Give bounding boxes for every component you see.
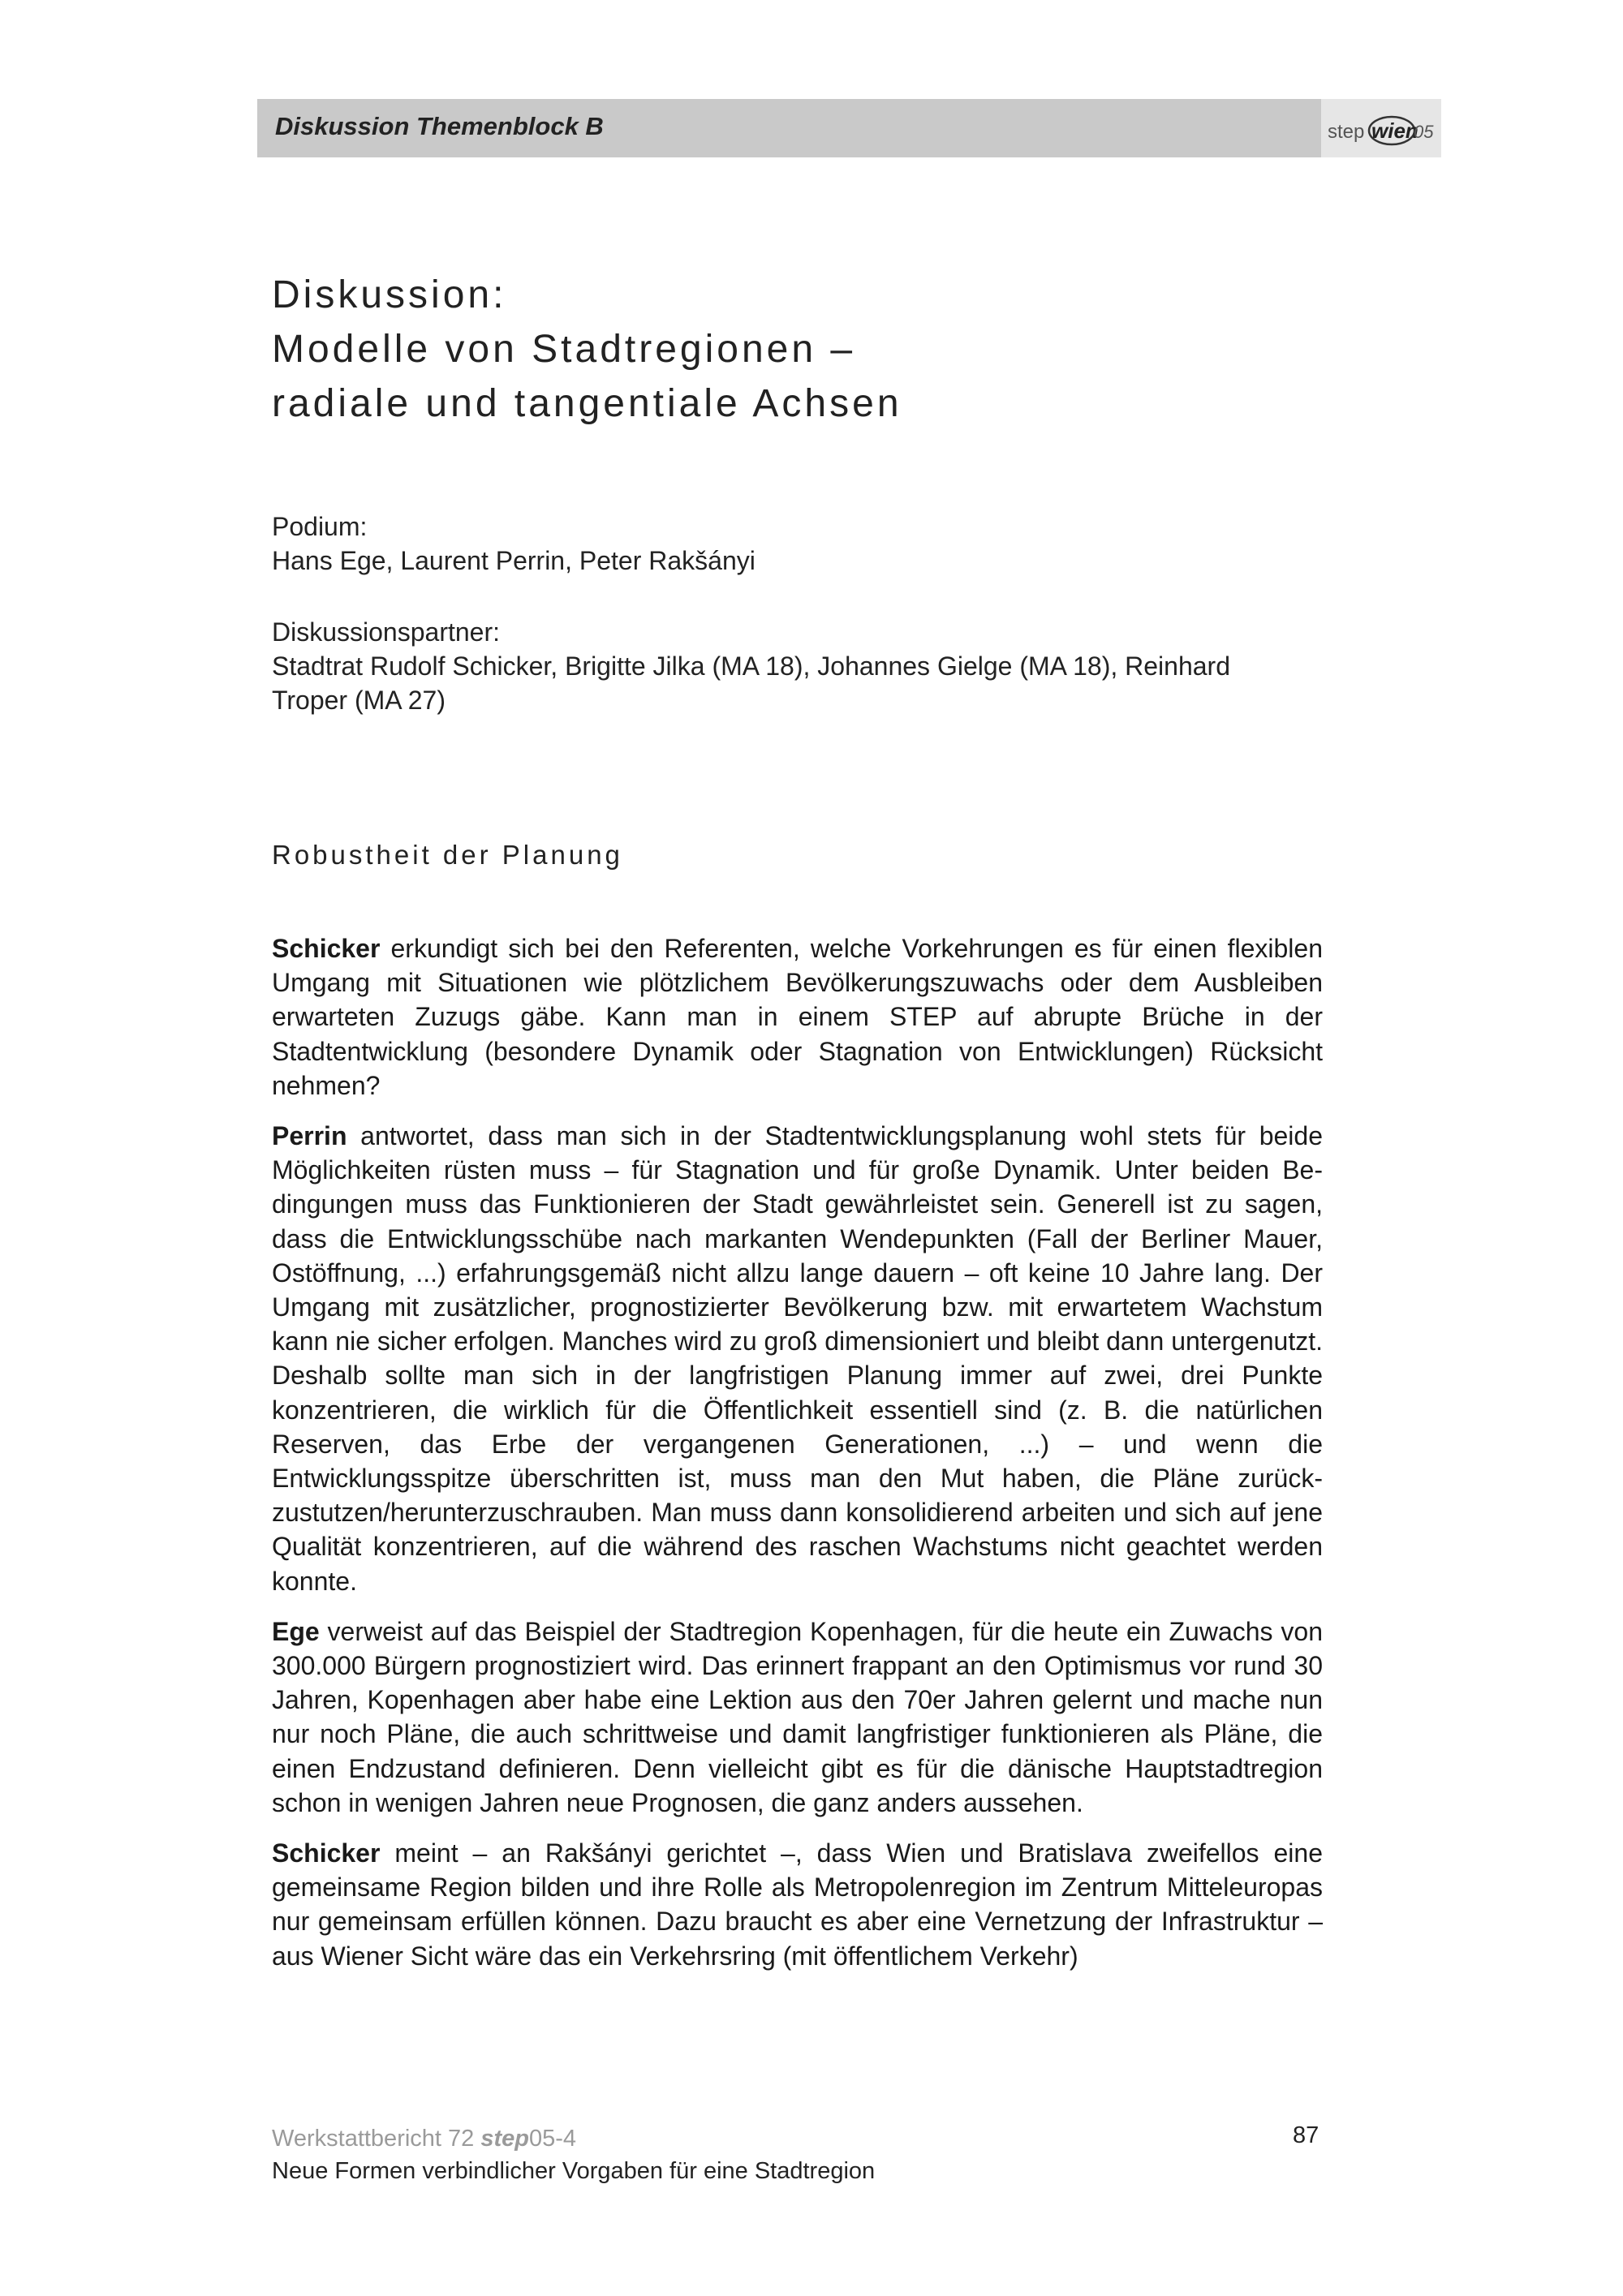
footer-series-step: step <box>480 2126 529 2152</box>
podium-names: Hans Ege, Laurent Perrin, Peter Rakšányi <box>272 546 756 575</box>
speaker-name: Ege <box>272 1616 320 1646</box>
footer-subtitle: Neue Formen verbindlicher Vorgaben für eine Stadtregion <box>272 2158 876 2184</box>
svg-text:step: step <box>1328 121 1365 143</box>
step-wien-logo <box>1321 99 1441 157</box>
section-title: Diskussion Themenblock B <box>275 112 604 140</box>
partners-block <box>272 615 1327 717</box>
header-bar <box>257 99 1441 157</box>
footer-series-prefix: Werkstattbericht 72 <box>272 2126 481 2152</box>
footer-series-suffix: 05-4 <box>529 2126 577 2152</box>
paragraph-text: erkundigt sich bei den Referenten, welche Vorkehrungen es für einen flexiblen Umgang mit Situationen wie plötzlichem Bevölkerungszuwachs oder dem Ausbleiben erwarteten Zuzugs gäbe. Kann man in einem STEP auf abrupte Brüche in der Stadtentwicklung (besondere Dynamik oder Stagnation von Entwicklungen) Rücksicht nehmen? <box>272 934 1323 1100</box>
podium-label: Podium: <box>272 512 368 541</box>
paragraph <box>272 1836 1323 1973</box>
speaker-name: Schicker <box>272 934 381 963</box>
title-line: radiale und tangentiale Achsen <box>272 382 902 425</box>
section-heading: Robustheit der Planung <box>272 840 623 870</box>
title-line: Diskussion: <box>272 273 507 316</box>
page-title <box>272 268 902 431</box>
speaker-name: Schicker <box>272 1838 381 1868</box>
svg-text:wien: wien <box>1371 118 1419 143</box>
partners-names-line: Stadtrat Rudolf Schicker, Brigitte Jilka (MA 18), Johannes Gielge (MA 18), Reinhard <box>272 651 1230 681</box>
podium-block <box>272 510 756 578</box>
partners-names-line: Troper (MA 27) <box>272 686 446 715</box>
speaker-name: Perrin <box>272 1121 347 1151</box>
paragraph <box>272 1615 1323 1820</box>
paragraph-text: verweist auf das Beispiel der Stadtregion Kopenhagen, für die heute ein Zuwachs von 300.000 Bürgern prognostiziert wird. Das erinnert frappant an den Optimismus vor rund 30 Jahren, Kopenhagen aber habe eine Lektion aus den 70er Jahren gelernt und mache nun nur noch Pläne, die auch schrittweise und damit langfristiger funktionieren als Pläne, die einen Endzustand definieren. Denn vielleicht gibt es für die dänische Hauptstadtregion schon in wenigen Jahren neue Prognosen, die ganz anders aussehen. <box>272 1616 1323 1817</box>
paragraph <box>272 931 1323 1103</box>
page-number: 87 <box>1293 2122 1319 2148</box>
paragraph <box>272 1119 1323 1598</box>
paragraph-text: antwortet, dass man sich in der Stadtentwicklungsplanung wohl stets für beide Möglichkeiten rüsten muss – für Stagnation und für große Dynamik. Unter beiden Bedingungen muss das Funktionieren der Stadt gewährleistet sein. Generell ist zu sagen, dass die Entwicklungsschübe nach markanten Wendepunkten (Fall der Berliner Mauer, Ostöffnung, ...) erfahrungsgemäß nicht allzu lange dauern – oft keine 10 Jahre lang. Der Umgang mit zusätzlicher, prognostizierter Bevölkerung bzw. mit erwartetem Wachstum kann nie sicher erfolgen. Manches wird zu groß dimensioniert und bleibt dann untergenutzt. Deshalb sollte man sich in der langfristigen Planung immer auf zwei, drei Punkte konzentrieren, die wirklich für die Öffentlichkeit essentiell sind (z. B. die natürlichen Reserven, das Erbe der vergangenen Generationen, ...) – und wenn die Entwicklungsspitze überschritten ist, muss man den Mut haben, die Pläne zurückzustutzen/herunterzuschrauben. Man muss dann konsolidierend arbeiten und sich auf jene Qualität konzentrieren, auf die während des raschen Wachstums nicht geachtet werden konnte. <box>272 1121 1323 1596</box>
body-text <box>272 931 1323 1989</box>
footer <box>272 2122 875 2187</box>
footer-series <box>272 2122 875 2155</box>
title-line: Modelle von Stadtregionen – <box>272 328 856 371</box>
svg-text:05: 05 <box>1414 122 1434 142</box>
paragraph-text: meint – an Rakšányi gerichtet –, dass Wien und Bratislava zweifellos eine gemeinsame Region bilden und ihre Rolle als Metropolenregion im Zentrum Mitteleuropas nur gemeinsam erfüllen können. Dazu braucht es aber eine Vernetzung der Infrastruktur – aus Wiener Sicht wäre das ein Verkehrsring (mit öffentlichem Verkehr) <box>272 1838 1323 1971</box>
partners-label: Diskussionspartner: <box>272 617 500 647</box>
